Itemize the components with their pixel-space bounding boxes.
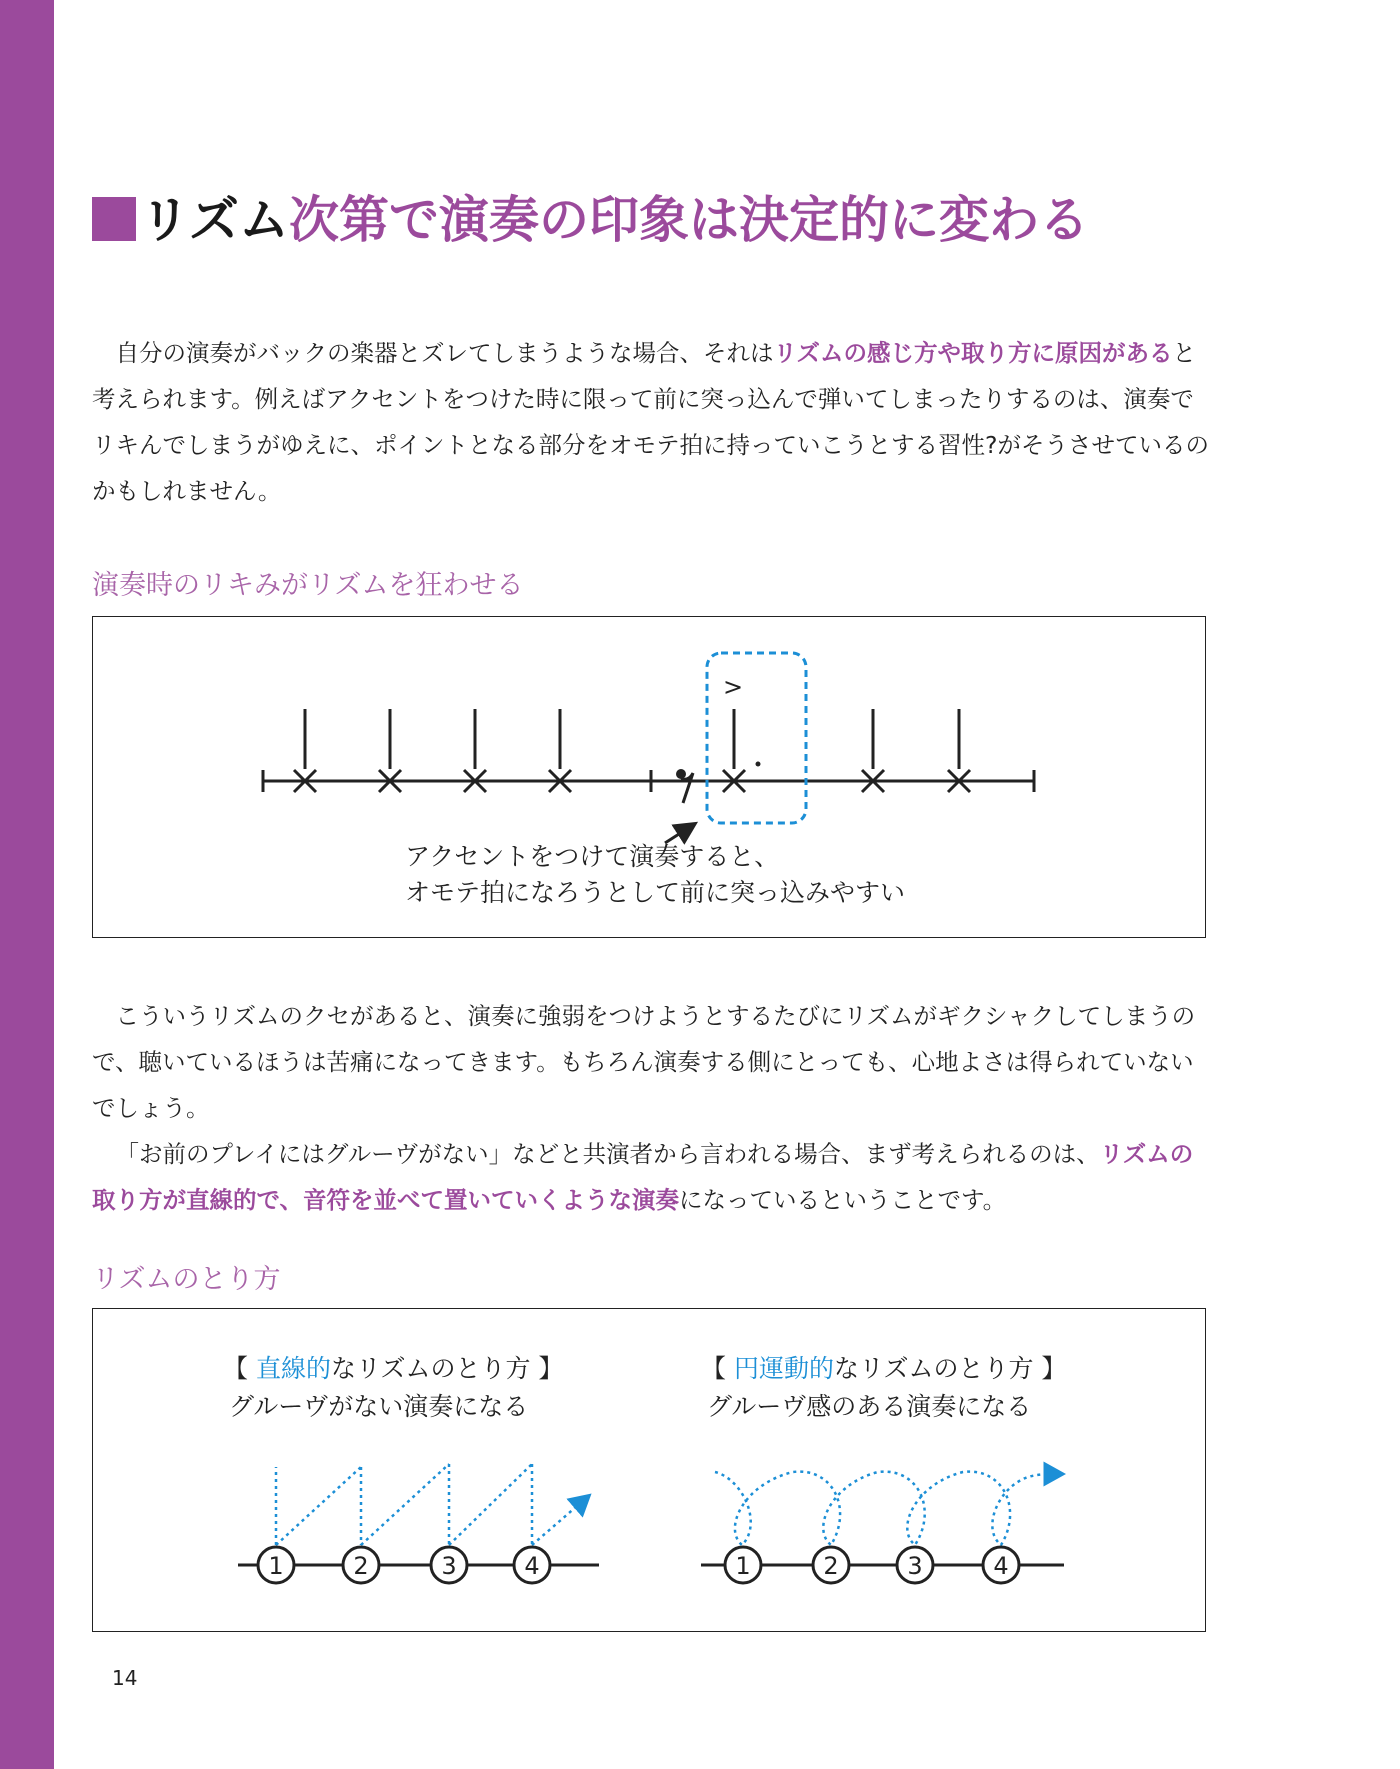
paragraph-3-text-a: 「お前のプレイにはグルーヴがない」などと共演者から言われる場合、まず考えられるのは、: [115, 1140, 1100, 1168]
figure-2-caption: リズムのとり方: [92, 1264, 281, 1295]
linear-beat-1: 1: [268, 1552, 284, 1580]
linear-beat-4: 4: [524, 1552, 540, 1580]
paragraph-1: [92, 330, 1210, 514]
paragraph-1-text-b: と考えられます。例えばアクセントをつけた時に限って前に突っ込んで弾いてしまったりするのは、演奏でリキんでしまうがゆえに、ポイントとなる部分をオモテ拍に持っていこうとする習性?がそうさせているのかもしれません。: [92, 339, 1209, 505]
paragraph-3-highlight: リズムの取り方が直線的で、音符を並べて置いていくような演奏: [92, 1140, 1194, 1214]
circular-rhythm-subtitle: グルーヴ感のある演奏になる: [707, 1392, 1032, 1421]
page-title: [92, 188, 1089, 252]
paragraph-1-highlight: リズムの感じ方や取り方に原因がある: [773, 339, 1173, 367]
accent-highlight-box: [707, 653, 806, 823]
circular-title-rest: なリズムのとり方 】: [833, 1354, 1067, 1383]
rhythm-comparison-diagram: [93, 1309, 1207, 1633]
linear-title-rest: なリズムのとり方 】: [330, 1354, 564, 1383]
dot-symbol: [756, 762, 761, 767]
title-marker-square: [92, 197, 136, 241]
circular-bracket-open: 【: [701, 1354, 734, 1383]
title-keyword: リズム: [140, 191, 289, 249]
linear-bracket-open: 【: [223, 1354, 256, 1383]
linear-rhythm-diagram: [238, 1464, 599, 1583]
circular-beat-4: 4: [993, 1552, 1009, 1580]
paragraph-2: こういうリズムのクセがあると、演奏に強弱をつけようとするたびにリズムがギクシャクしてしまうので、聴いているほうは苦痛になってきます。もちろん演奏する側にとっても、心地よさは得られていないでしょう。: [92, 1002, 1196, 1122]
linear-beat-2: 2: [353, 1552, 369, 1580]
linear-rhythm-subtitle: グルーヴがない演奏になる: [229, 1392, 529, 1421]
circular-beat-1: 1: [735, 1552, 751, 1580]
figure-1-note-line-2: オモテ拍になろうとして前に突っ込みやすい: [405, 878, 906, 907]
figure-1-caption: 演奏時のリキみがリズムを狂わせる: [92, 570, 524, 601]
title-rest: 次第で演奏の印象は決定的に変わる: [289, 191, 1089, 249]
linear-beat-3: 3: [441, 1552, 457, 1580]
eighth-rest-symbol: [676, 769, 693, 803]
paragraph-1-text-a: 自分の演奏がバックの楽器とズレてしまうような場合、それは: [115, 339, 774, 367]
circular-beat-3: 3: [907, 1552, 923, 1580]
circular-beat-2: 2: [823, 1552, 839, 1580]
linear-keyword: 直線的: [255, 1354, 331, 1383]
accent-mark: >: [723, 673, 744, 701]
page-number: 14: [112, 1666, 138, 1690]
circular-keyword: 円運動的: [733, 1354, 834, 1383]
paragraph-3-text-b: になっているということです。: [679, 1186, 1007, 1214]
figure-2-box: [92, 1308, 1206, 1632]
figure-1-note-line-1: アクセントをつけて演奏すると、: [405, 842, 780, 871]
side-color-bar: [0, 0, 54, 1769]
figure-1-box: [92, 616, 1206, 938]
paragraph-3: [92, 1131, 1210, 1223]
circular-rhythm-diagram: [701, 1472, 1064, 1583]
